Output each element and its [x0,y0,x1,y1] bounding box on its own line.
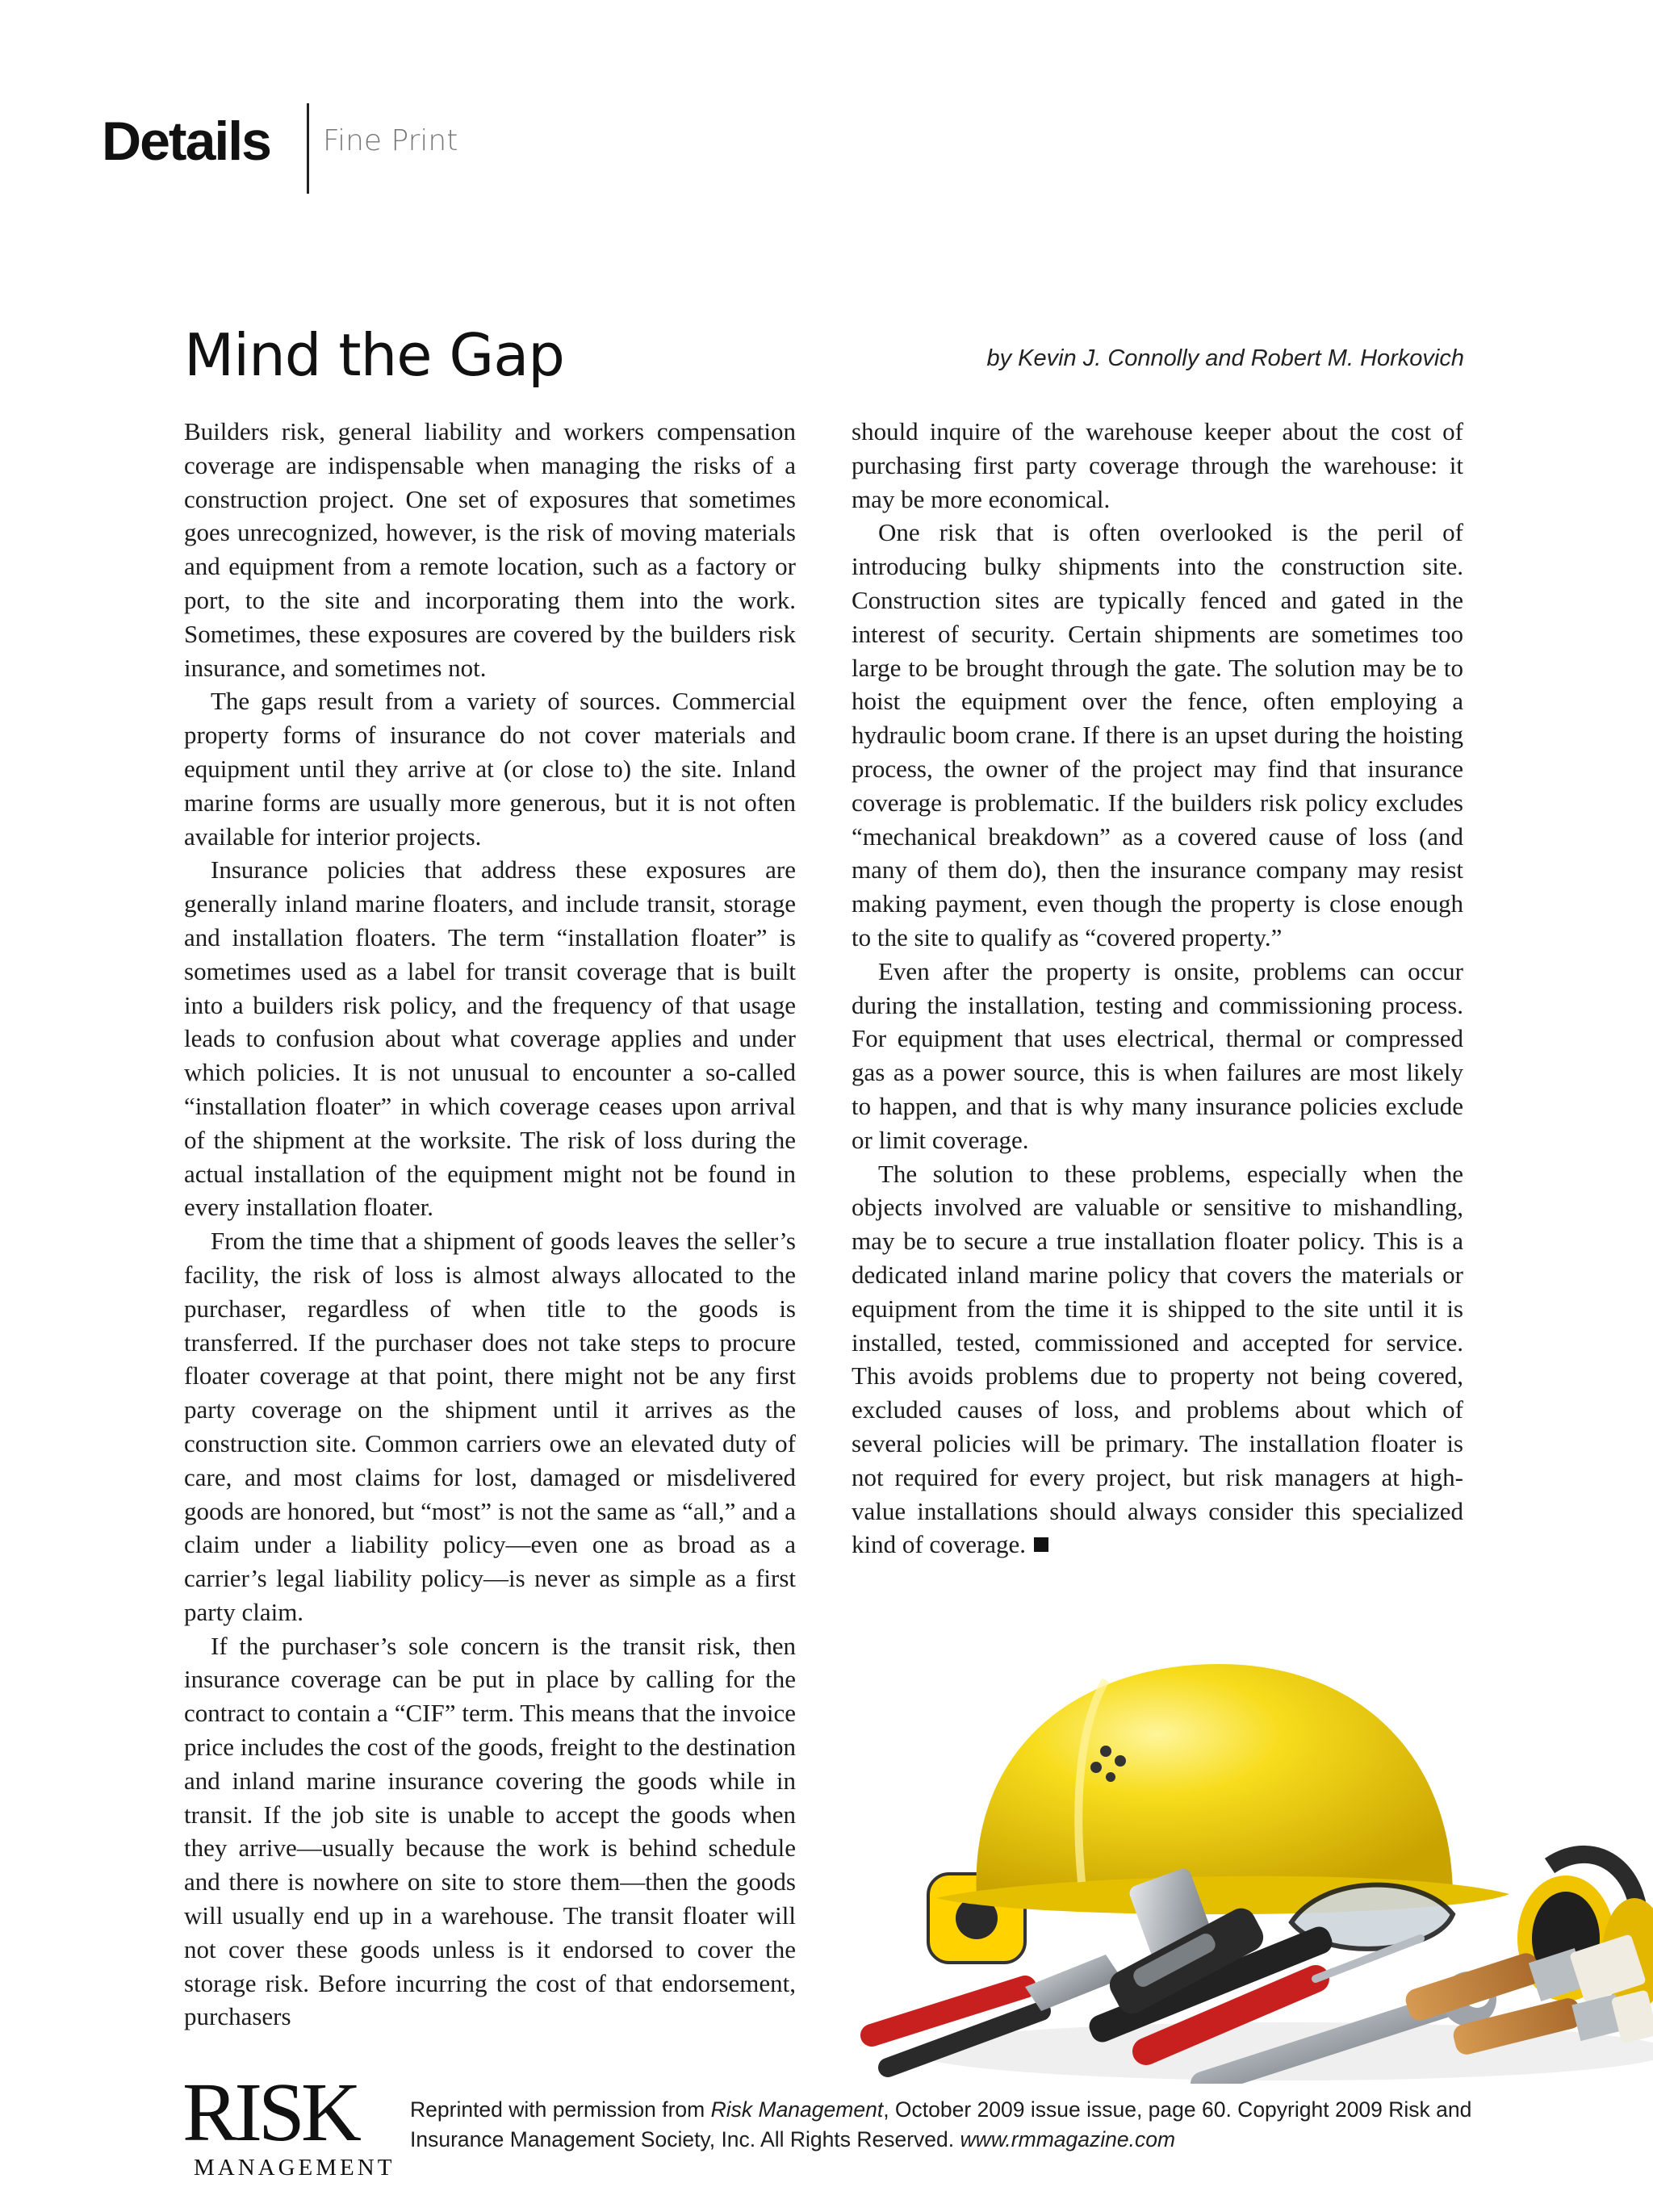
section-subtitle: Fine Print [323,124,458,157]
article-title: Mind the Gap [184,321,565,389]
logo-wordmark: RISK [182,2066,358,2159]
logo-subtitle: MANAGEMENT [194,2155,395,2181]
reprint-credit [410,2095,1484,2155]
credit-middle: , October 2009 issue issue, page 60. Copyright 2009 Risk and Insurance Management Society, Inc. All Rights Reserved. [410,2097,1472,2151]
paragraph: One risk that is often overlooked is the peril of introducing bulky shipments into the construction site. Construction sites are typically fenced and gated in the interest of security. Certain shipments are sometimes too large to be brought through the gate. The solution may be to hoist the equipment over the fence, often employing a hydraulic boom crane. If there is an upset during the hoisting process, the owner of the project may find that insurance coverage is problematic. If the builders risk policy excludes “mechanical breakdown” as a covered cause of loss (and many of them do), then the insurance company may resist making payment, even though the property is close enough to the site to qualify as “covered property.” [852,518,1463,951]
construction-tools-photo [839,1632,1653,2084]
article-byline: by Kevin J. Connolly and Robert M. Horkovich [986,345,1464,371]
paragraph: Even after the property is onsite, problems can occur during the installation, testing and commissioning process. For equipment that uses electrical, thermal or compressed gas as a power source, this is when failures are most likely to happen, and that is why many insurance policies exclude or limit coverage. [852,956,1463,1154]
paragraph: Builders risk, general liability and workers compensation coverage are indispensable when managing the risks of a construction project. One set of exposures that sometimes goes unrecognized, however, is the risk of moving materials and equipment from a remote location, such as a factory or port, to the site and incorporating them into the work. Sometimes, these exposures are covered by the builders risk insurance, and sometimes not. [184,417,796,682]
paragraph: If the purchaser’s sole concern is the transit risk, then insurance coverage can be put in place by calling for the contract to contain a “CIF” term. This means that the invoice price includes the cost of the goods, freight to the destination and inland marine insurance covering the goods while in transit. If the job site is unable to accept the goods when they arrive—usually because the work is behind schedule and there is nowhere on site to store them—then the goods will usually end up in a warehouse. The transit floater will not cover these goods unless is it endorsed to cover the storage risk. Before incurring the cost of that endorsement, purchasers [184,1631,796,2031]
credit-magazine: Risk Management [710,2097,884,2122]
credit-prefix: Reprinted with permission from [410,2097,711,2122]
article-left-column [184,415,796,2034]
paragraph: Insurance policies that address these exposures are generally inland marine floaters, and include transit, storage and installation floaters. The term “installation floater” is sometimes used as a label for transit coverage that is built into a builders risk policy, and the frequency of that usage leads to confusion about what coverage applies and under which policies. It is not unusual to encounter a so-called “installation floater” in which coverage ceases upon arrival of the shipment at the worksite. The risk of loss during the actual installation of the equipment might not be found in every installation floater. [184,855,796,1222]
paragraph: From the time that a shipment of goods leaves the seller’s facility, the risk of loss is almost always allocated to the purchaser, regardless of when title to the goods is transferred. If the purchaser does not take steps to procure floater coverage at that point, there might not be any first party coverage on the shipment until it arrives as the construction site. Common carriers owe an elevated duty of care, and most claims for lost, damaged or misdelivered goods are honored, but “most” is not the same as “all,” and a claim under a liability policy—even one as broad as a carrier’s legal liability policy—is never as simple as a first party claim. [184,1227,796,1626]
credit-url-link[interactable]: www.rmmagazine.com [960,2127,1176,2151]
article-right-column [852,415,1463,1562]
section-divider [307,103,309,194]
paragraph-text: The solution to these problems, especially when the objects involved are valuable or sensitive to mishandling, may be to secure a true installation floater policy. This is a dedicated inland marine policy that covers the materials or equipment from the time it is shipped to the site until it is installed, tested, commissioned and accepted for service. This avoids problems due to property not being covered, excluded causes of loss, and problems about which of several policies will be primary. The installation floater is not required for every project, but risk managers at high-value installations should always consider this specialized kind of coverage. [852,1159,1463,1559]
paragraph: should inquire of the warehouse keeper about the cost of purchasing first party coverage through the warehouse: it may be more economical. [852,417,1463,513]
paragraph: The gaps result from a variety of sources. Commercial property forms of insurance do not cover materials and equipment until they arrive at (or close to) the site. Inland marine forms are usually more generous, but it is not often available for interior projects. [184,687,796,851]
end-square-icon [1034,1537,1048,1552]
risk-management-logo [182,2066,395,2200]
paragraph-final [852,1157,1463,1562]
section-name: Details [102,111,270,172]
